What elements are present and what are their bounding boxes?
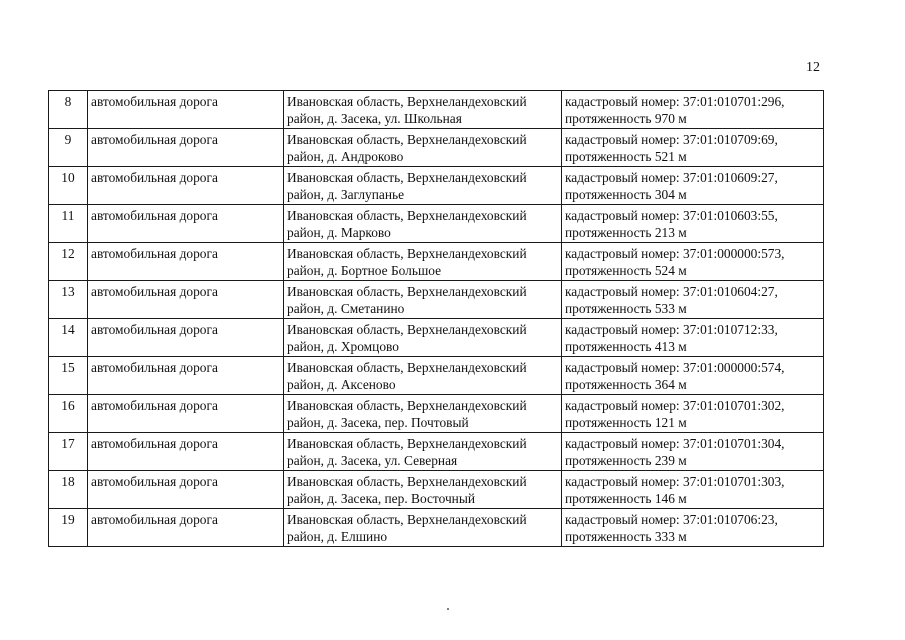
address-cell (284, 319, 562, 357)
table-row (49, 471, 824, 509)
cadastral-number: кадастровый номер: 37:01:010709:69, (565, 132, 778, 147)
road-registry-table (48, 90, 824, 547)
address-line-2: район, д. Засека, ул. Северная (287, 453, 458, 468)
table-body (49, 91, 824, 547)
road-length: протяженность 970 м (565, 111, 687, 126)
table-row (49, 395, 824, 433)
object-type-cell (88, 281, 284, 319)
address-line-1: Ивановская область, Верхнеландеховский (287, 436, 527, 451)
row-number-cell (49, 205, 88, 243)
row-number-cell (49, 281, 88, 319)
cadastral-info-cell (562, 433, 824, 471)
object-type: автомобильная дорога (91, 94, 218, 109)
road-length: протяженность 521 м (565, 149, 687, 164)
road-length: протяженность 146 м (565, 491, 687, 506)
object-type: автомобильная дорога (91, 246, 218, 261)
cadastral-info-cell (562, 509, 824, 547)
cadastral-number: кадастровый номер: 37:01:010604:27, (565, 284, 778, 299)
address-line-2: район, д. Засека, пер. Восточный (287, 491, 476, 506)
cadastral-info-cell (562, 395, 824, 433)
object-type-cell (88, 91, 284, 129)
address-line-1: Ивановская область, Верхнеландеховский (287, 170, 527, 185)
row-number-cell (49, 509, 88, 547)
row-number-cell (49, 433, 88, 471)
row-number: 13 (61, 284, 75, 299)
table-row (49, 357, 824, 395)
address-line-1: Ивановская область, Верхнеландеховский (287, 398, 527, 413)
object-type-cell (88, 167, 284, 205)
row-number: 11 (61, 208, 75, 223)
row-number: 12 (61, 246, 75, 261)
table-row (49, 167, 824, 205)
row-number: 14 (61, 322, 75, 337)
address-line-1: Ивановская область, Верхнеландеховский (287, 208, 527, 223)
address-cell (284, 91, 562, 129)
address-cell (284, 433, 562, 471)
cadastral-info-cell (562, 91, 824, 129)
table-row (49, 433, 824, 471)
cadastral-number: кадастровый номер: 37:01:000000:573, (565, 246, 785, 261)
address-cell (284, 243, 562, 281)
cadastral-info-cell (562, 243, 824, 281)
road-length: протяженность 213 м (565, 225, 687, 240)
object-type: автомобильная дорога (91, 322, 218, 337)
row-number-cell (49, 395, 88, 433)
cadastral-info-cell (562, 281, 824, 319)
row-number-cell (49, 91, 88, 129)
cadastral-number: кадастровый номер: 37:01:010706:23, (565, 512, 778, 527)
object-type-cell (88, 129, 284, 167)
row-number-cell (49, 357, 88, 395)
cadastral-info-cell (562, 167, 824, 205)
row-number: 9 (64, 132, 72, 147)
address-line-1: Ивановская область, Верхнеландеховский (287, 284, 527, 299)
address-line-1: Ивановская область, Верхнеландеховский (287, 360, 527, 375)
table-row (49, 91, 824, 129)
address-line-2: район, д. Сметанино (287, 301, 405, 316)
object-type: автомобильная дорога (91, 132, 218, 147)
address-line-2: район, д. Засека, пер. Почтовый (287, 415, 469, 430)
object-type-cell (88, 509, 284, 547)
object-type-cell (88, 243, 284, 281)
row-number: 18 (61, 474, 75, 489)
scan-speck (447, 608, 449, 610)
object-type: автомобильная дорога (91, 474, 218, 489)
object-type-cell (88, 319, 284, 357)
cadastral-number: кадастровый номер: 37:01:010701:296, (565, 94, 785, 109)
address-line-2: район, д. Заглупанье (287, 187, 405, 202)
address-cell (284, 281, 562, 319)
road-length: протяженность 533 м (565, 301, 687, 316)
cadastral-info-cell (562, 319, 824, 357)
row-number-cell (49, 319, 88, 357)
table-row (49, 243, 824, 281)
cadastral-info-cell (562, 205, 824, 243)
address-cell (284, 167, 562, 205)
cadastral-number: кадастровый номер: 37:01:010701:304, (565, 436, 785, 451)
cadastral-info-cell (562, 357, 824, 395)
road-length: протяженность 304 м (565, 187, 687, 202)
object-type: автомобильная дорога (91, 170, 218, 185)
road-length: протяженность 239 м (565, 453, 687, 468)
address-line-2: район, д. Марково (287, 225, 391, 240)
address-line-1: Ивановская область, Верхнеландеховский (287, 512, 527, 527)
address-cell (284, 357, 562, 395)
table-row (49, 509, 824, 547)
object-type-cell (88, 395, 284, 433)
table-row (49, 205, 824, 243)
table-row (49, 129, 824, 167)
address-line-2: район, д. Елшино (287, 529, 388, 544)
table-row (49, 319, 824, 357)
row-number: 19 (61, 512, 75, 527)
address-line-2: район, д. Андроково (287, 149, 404, 164)
row-number-cell (49, 243, 88, 281)
object-type: автомобильная дорога (91, 398, 218, 413)
row-number-cell (49, 471, 88, 509)
object-type: автомобильная дорога (91, 284, 218, 299)
cadastral-info-cell (562, 129, 824, 167)
object-type-cell (88, 205, 284, 243)
cadastral-info-cell (562, 471, 824, 509)
cadastral-number: кадастровый номер: 37:01:000000:574, (565, 360, 785, 375)
row-number-cell (49, 129, 88, 167)
object-type: автомобильная дорога (91, 512, 218, 527)
road-length: протяженность 333 м (565, 529, 687, 544)
row-number: 10 (61, 170, 75, 185)
cadastral-number: кадастровый номер: 37:01:010609:27, (565, 170, 778, 185)
address-line-2: район, д. Хромцово (287, 339, 399, 354)
address-line-1: Ивановская область, Верхнеландеховский (287, 474, 527, 489)
object-type-cell (88, 471, 284, 509)
object-type: автомобильная дорога (91, 360, 218, 375)
row-number: 15 (61, 360, 75, 375)
address-cell (284, 205, 562, 243)
road-length: протяженность 121 м (565, 415, 687, 430)
table-row (49, 281, 824, 319)
address-line-1: Ивановская область, Верхнеландеховский (287, 132, 527, 147)
address-cell (284, 129, 562, 167)
object-type: автомобильная дорога (91, 436, 218, 451)
address-line-1: Ивановская область, Верхнеландеховский (287, 322, 527, 337)
address-line-2: район, д. Засека, ул. Школьная (287, 111, 462, 126)
row-number: 17 (61, 436, 75, 451)
cadastral-number: кадастровый номер: 37:01:010712:33, (565, 322, 778, 337)
row-number: 8 (64, 94, 72, 109)
address-cell (284, 395, 562, 433)
object-type: автомобильная дорога (91, 208, 218, 223)
row-number-cell (49, 167, 88, 205)
address-line-1: Ивановская область, Верхнеландеховский (287, 246, 527, 261)
road-length: протяженность 413 м (565, 339, 687, 354)
page-number: 12 (806, 60, 820, 75)
object-type-cell (88, 433, 284, 471)
cadastral-number: кадастровый номер: 37:01:010701:303, (565, 474, 785, 489)
address-cell (284, 509, 562, 547)
row-number: 16 (61, 398, 75, 413)
address-line-1: Ивановская область, Верхнеландеховский (287, 94, 527, 109)
road-length: протяженность 524 м (565, 263, 687, 278)
object-type-cell (88, 357, 284, 395)
road-length: протяженность 364 м (565, 377, 687, 392)
cadastral-number: кадастровый номер: 37:01:010603:55, (565, 208, 778, 223)
address-line-2: район, д. Бортное Большое (287, 263, 442, 278)
cadastral-number: кадастровый номер: 37:01:010701:302, (565, 398, 785, 413)
address-cell (284, 471, 562, 509)
address-line-2: район, д. Аксеново (287, 377, 396, 392)
